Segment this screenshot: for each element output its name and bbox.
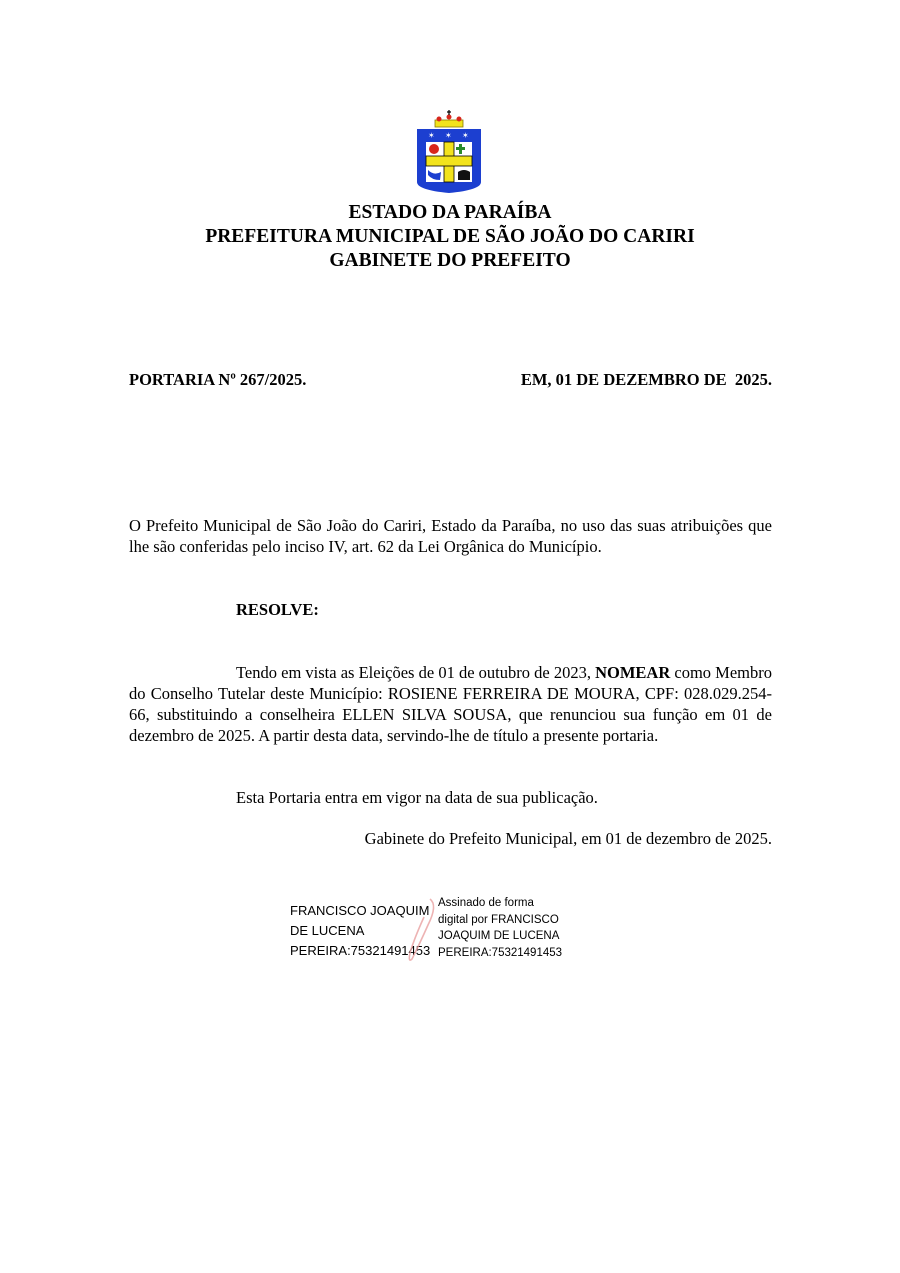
document-header: [0, 201, 900, 273]
signature-info: [438, 895, 588, 961]
resolve-heading: RESOLVE:: [236, 600, 319, 619]
svg-text:✶: ✶: [428, 131, 435, 140]
state-name: ESTADO DA PARAÍBA: [348, 202, 552, 223]
svg-text:✶: ✶: [445, 131, 452, 140]
signature-info-line: digital por FRANCISCO: [438, 913, 559, 926]
body-paragraph: [129, 662, 772, 746]
signer-name-line: DE LUCENA: [290, 923, 365, 938]
municipality-name: PREFEITURA MUNICIPAL DE SÃO JOÃO DO CARIRI: [205, 226, 695, 247]
signature-flourish-icon: [394, 895, 444, 963]
portaria-number: PORTARIA Nº 267/2025.: [129, 370, 307, 389]
body-text-after: como Membro do Conselho Tutelar deste Município: ROSIENE FERREIRA DE MOURA, CPF: 028.029.254-66, substituindo a conselheira ELLEN SILVA SOUSA, que renunciou sua função em 01 de dezembro de 2025. A partir desta data, servindo-lhe de título a presente portaria.: [129, 663, 772, 745]
portaria-date: EM, 01 DE DEZEMBRO DE 2025.: [520, 370, 772, 389]
body-emphasis: NOMEAR: [595, 663, 671, 682]
body-text-before: Tendo em vista as Eleições de 01 de outubro de 2023,: [236, 663, 596, 682]
signer-name-line: PEREIRA:75321491453: [290, 943, 431, 958]
portaria-line: [129, 370, 772, 392]
intro-paragraph: O Prefeito Municipal de São João do Cariri, Estado da Paraíba, no uso das suas atribuições que lhe são conferidas pelo inciso IV, art. 62 da Lei Orgânica do Município.: [129, 516, 772, 556]
signature-info-line: PEREIRA:75321491453: [438, 946, 563, 959]
closing-place-date: Gabinete do Prefeito Municipal, em 01 de dezembro de 2025.: [364, 829, 772, 848]
office-name: GABINETE DO PREFEITO: [329, 250, 571, 271]
signer-name-line: FRANCISCO JOAQUIM: [290, 903, 430, 918]
digital-signature: [290, 895, 590, 965]
signature-info-line: Assinado de forma: [438, 897, 534, 909]
svg-text:✶: ✶: [462, 131, 469, 140]
vigor-statement: Esta Portaria entra em vigor na data de sua publicação.: [236, 788, 598, 807]
municipal-crest-icon: [416, 110, 482, 194]
signature-info-line: JOAQUIM DE LUCENA: [438, 930, 560, 942]
